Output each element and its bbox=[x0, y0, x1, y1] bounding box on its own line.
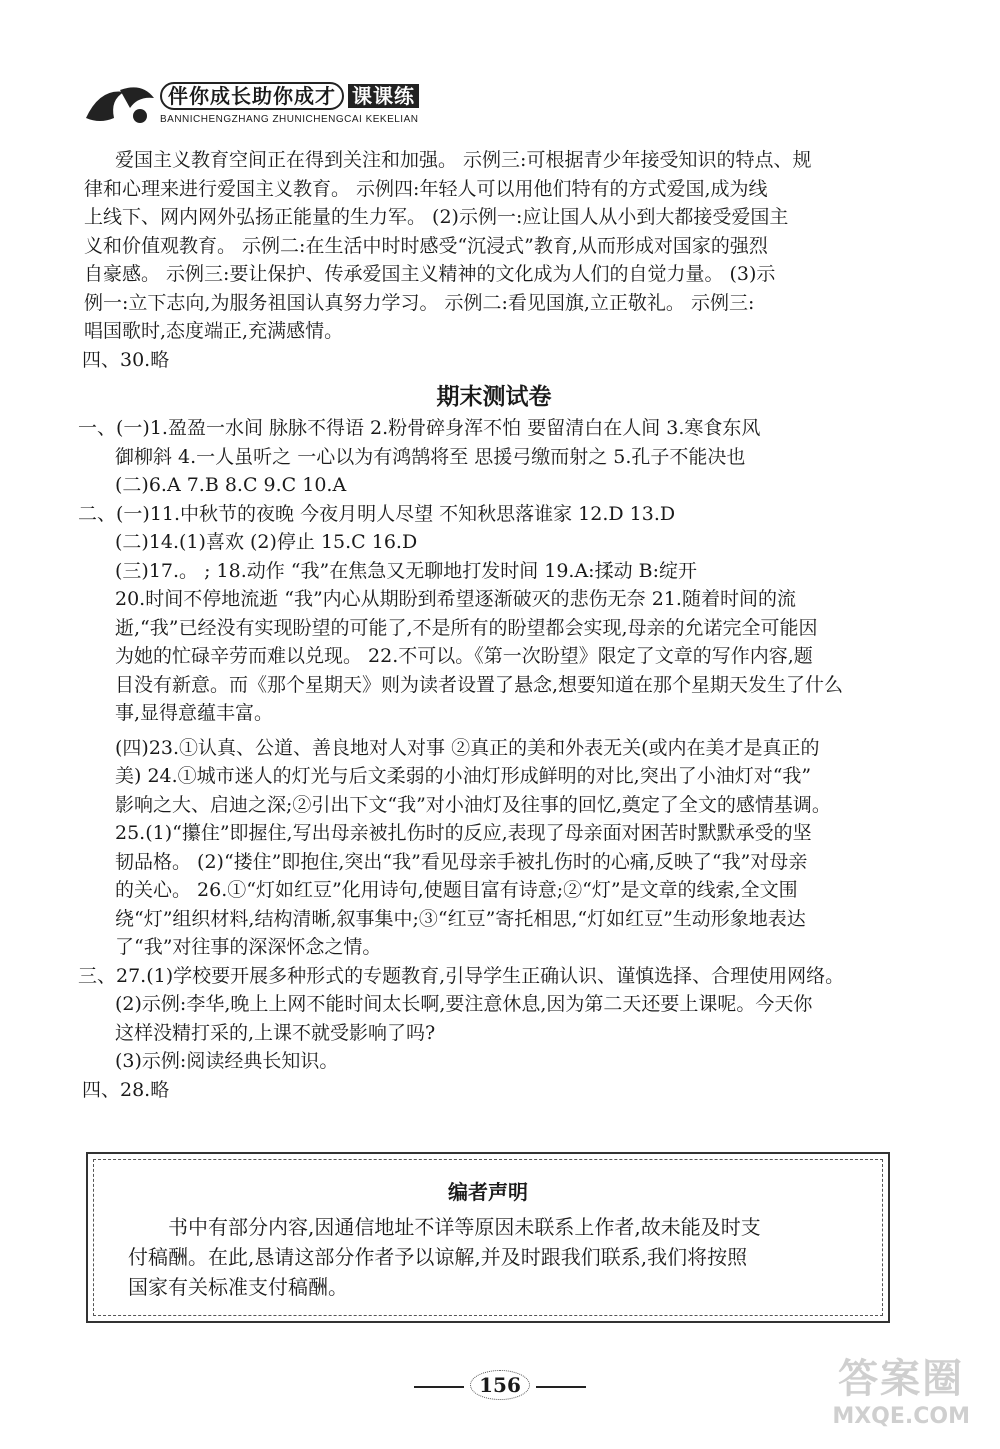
text-line: (四)23.①认真、公道、善良地对人对事 ②真正的美和外表无关(或内在美才是真正的 bbox=[115, 736, 820, 759]
watermark-url: MXQE.COM bbox=[832, 1404, 970, 1429]
text-line: 这样没精打采的,上课不就受影响了吗? bbox=[115, 1021, 436, 1044]
text-line: 绕“灯”组织材料,结构清晰,叙事集中;③“红豆”寄托相思,“灯如红豆”生动形象地表达 bbox=[115, 907, 806, 930]
slogan-text: 伴你成长助你成才 bbox=[160, 82, 344, 110]
text-line: 三、27.(1)学校要开展多种形式的专题教育,引导学生正确认识、谨慎选择、合理使用网络。 bbox=[78, 964, 845, 987]
notice-line: 付稿酬。在此,恳请这部分作者予以谅解,并及时跟我们联系,我们将按照 bbox=[128, 1245, 748, 1269]
text-line: 美) 24.①城市迷人的灯光与后文柔弱的小油灯形成鲜明的对比,突出了小油灯对“我” bbox=[115, 765, 812, 787]
text-line: 义和价值观教育。 示例二:在生活中时时感受“沉浸式”教育,从而形成对国家的强烈 bbox=[84, 234, 768, 257]
text-line: 了“我”对往事的深深怀念之情。 bbox=[115, 936, 382, 958]
text-line: 20.时间不停地流逝 “我”内心从期盼到希望逐渐破灭的悲伤无奈 21.随着时间的流 bbox=[115, 588, 796, 610]
text-line: 上线下、网内网外弘扬正能量的生力军。 (2)示例一:应让国人从小到大都接受爱国主 bbox=[84, 206, 789, 228]
editor-notice-box bbox=[86, 1152, 890, 1323]
text-line: 韧品格。 (2)“搂住”即抱住,突出“我”看见母亲手被扎伤时的心痛,反映了“我”对母亲 bbox=[115, 850, 808, 873]
page-number-rule bbox=[414, 1386, 464, 1388]
text-line: (2)示例:李华,晚上上网不能时间太长啊,要注意休息,因为第二天还要上课呢。今天你 bbox=[115, 993, 813, 1015]
text-line: 自豪感。 示例三:要让保护、传承爱国主义精神的文化成为人们的自觉力量。 (3)示 bbox=[84, 263, 776, 285]
text-line: 例一:立下志向,为服务祖国认真努力学习。 示例二:看见国旗,立正敬礼。 示例三: bbox=[84, 291, 755, 314]
header-pinyin: BANNICHENGZHANG ZHUNICHENGCAI KEKELIAN bbox=[160, 114, 419, 125]
text-line: 四、30.略 bbox=[82, 348, 170, 371]
notice-body bbox=[128, 1212, 858, 1302]
notice-title: 编者声明 bbox=[448, 1180, 528, 1204]
text-line: (二)14.(1)喜欢 (2)停止 15.C 16.D bbox=[115, 531, 418, 553]
watermark-logo-text: 答案圈 bbox=[838, 1356, 965, 1402]
page-number-rule bbox=[536, 1386, 586, 1388]
text-line: 目没有新意。而《那个星期天》则为读者设置了悬念,想要知道在那个星期天发生了什么 bbox=[115, 673, 844, 696]
text-line: 律和心理来进行爱国主义教育。 示例四:年轻人可以用他们特有的方式爱国,成为线 bbox=[84, 177, 768, 200]
text-line: 爱国主义教育空间正在得到关注和加强。 示例三:可根据青少年接受知识的特点、规 bbox=[115, 149, 812, 171]
text-line: 25.(1)“攥住”即握住,写出母亲被扎伤时的反应,表现了母亲面对困苦时默默承受的坚 bbox=[115, 822, 812, 844]
page-number-value: 156 bbox=[470, 1370, 530, 1400]
text-line: 为她的忙碌辛劳而难以兑现。 22.不可以。《第一次盼望》限定了文章的写作内容,题 bbox=[115, 645, 813, 667]
watermark bbox=[832, 1347, 970, 1429]
text-line: 二、(一)11.中秋节的夜晚 今夜月明人尽望 不知秋思落谁家 12.D 13.D bbox=[78, 502, 676, 525]
text-line: 事,显得意蕴丰富。 bbox=[115, 702, 274, 724]
text-line: (二)6.A 7.B 8.C 9.C 10.A bbox=[115, 474, 347, 496]
text-line: 唱国歌时,态度端正,充满感情。 bbox=[84, 320, 344, 342]
text-line: 一、(一)1.盈盈一水间 脉脉不得语 2.粉骨碎身浑不怕 要留清白在人间 3.寒食东风 bbox=[78, 417, 761, 439]
text-line: 御柳斜 4.一人虽听之 一心以为有鸿鹄将至 思援弓缴而射之 5.孔子不能决也 bbox=[115, 445, 746, 468]
notice-line: 国家有关标准支付稿酬。 bbox=[128, 1275, 348, 1299]
header-slogan bbox=[160, 80, 419, 109]
answer-content bbox=[78, 146, 904, 1104]
text-line: (3)示例:阅读经典长知识。 bbox=[115, 1050, 339, 1072]
text-line: 四、28.略 bbox=[82, 1078, 170, 1101]
notice-line: 书中有部分内容,因通信地址不详等原因未联系上作者,故未能及时支 bbox=[168, 1215, 761, 1239]
header bbox=[80, 70, 440, 140]
logo-icon bbox=[80, 78, 160, 134]
text-line: 的关心。 26.①“灯如红豆”化用诗句,使题目富有诗意;②“灯”是文章的线索,全文围 bbox=[115, 879, 798, 901]
text-line: 影响之大、启迪之深;②引出下文“我”对小油灯及往事的回忆,奠定了全文的感情基调。 bbox=[115, 793, 831, 816]
text-line: (三)17.。 ; 18.动作 “我”在焦急又无聊地打发时间 19.A:揉动 B:绽开 bbox=[115, 559, 697, 582]
section-title: 期末测试卷 bbox=[436, 384, 552, 410]
brand-text: 课课练 bbox=[348, 84, 419, 108]
text-line: 逝,“我”已经没有实现盼望的可能了,不是所有的盼望都会实现,母亲的允诺完全可能因 bbox=[115, 616, 818, 639]
